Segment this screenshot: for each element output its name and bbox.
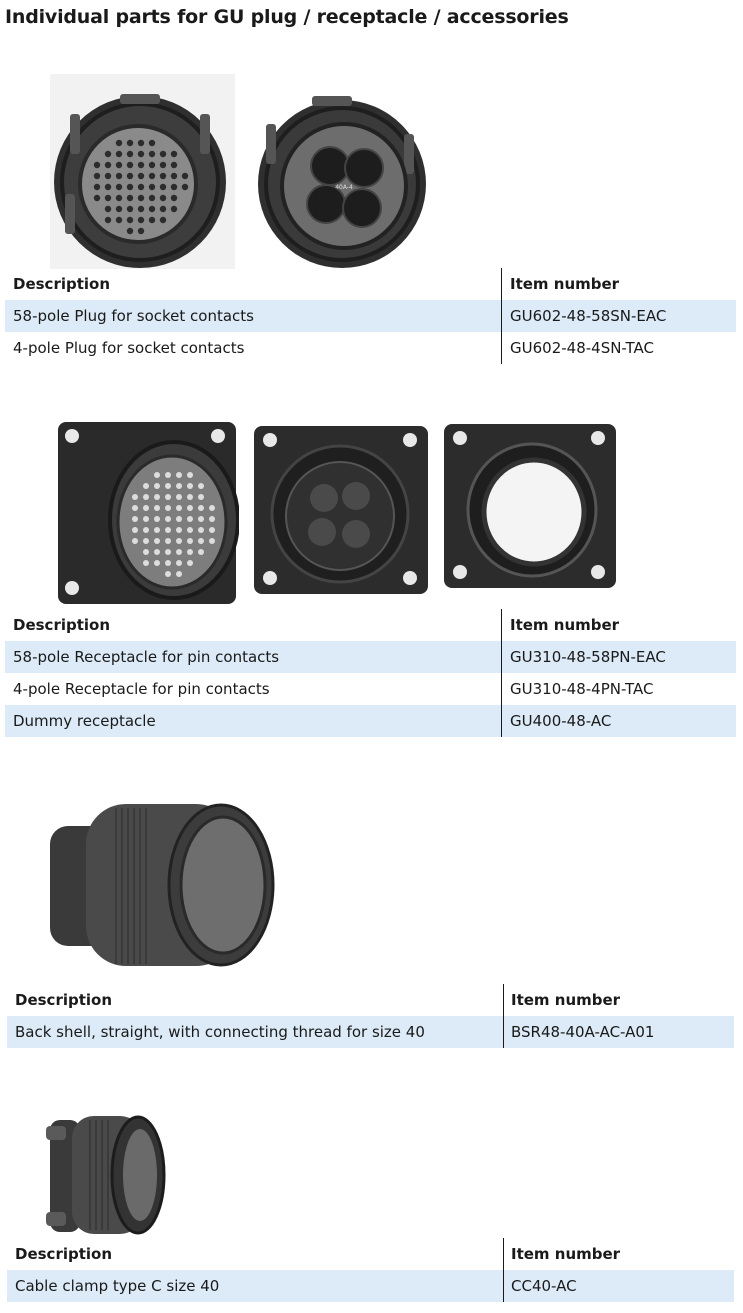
description-header: Description <box>13 616 111 634</box>
table-header-row <box>5 609 736 641</box>
contact-pin <box>198 494 204 500</box>
contact-pin <box>165 571 171 577</box>
table-row <box>5 641 736 673</box>
contact-pin <box>143 494 149 500</box>
table-row <box>7 1016 734 1048</box>
contact-pin <box>105 184 111 190</box>
back-shell-table <box>7 984 734 1048</box>
contact-pin <box>160 217 166 223</box>
contact-pin <box>132 538 138 544</box>
contact-pin <box>187 505 193 511</box>
contact-pin <box>176 472 182 478</box>
row-description: 58-pole Plug for socket contacts <box>13 307 254 325</box>
row-description: Cable clamp type C size 40 <box>15 1277 220 1295</box>
contact-pin <box>198 527 204 533</box>
contact-pin <box>94 184 100 190</box>
contact-pin <box>149 162 155 168</box>
table-header-row <box>7 1238 734 1270</box>
row-item-number: GU310-48-4PN-TAC <box>510 680 654 698</box>
contact-pin <box>165 560 171 566</box>
contact-pin <box>154 560 160 566</box>
contact-pin <box>127 184 133 190</box>
contact-pin <box>116 151 122 157</box>
contact-pin <box>143 560 149 566</box>
row-description: 58-pole Receptacle for pin contacts <box>13 648 280 666</box>
contact-pin <box>138 195 144 201</box>
table-row <box>5 673 736 705</box>
contact-pin <box>171 206 177 212</box>
contact-pin <box>143 538 149 544</box>
contact-pin <box>160 151 166 157</box>
contact-pin <box>165 505 171 511</box>
contact-pin <box>171 162 177 168</box>
item-number-header: Item number <box>510 275 620 293</box>
row-item-number: CC40-AC <box>511 1277 577 1295</box>
contact-pin <box>198 483 204 489</box>
contact-pin <box>116 184 122 190</box>
column-divider <box>503 1238 504 1302</box>
contact-pin <box>143 516 149 522</box>
contact-pin <box>176 505 182 511</box>
contact-pin <box>176 494 182 500</box>
contact-pin <box>105 151 111 157</box>
contact-pin <box>187 538 193 544</box>
contact-pin <box>94 162 100 168</box>
contact-pin <box>127 151 133 157</box>
contact-pin <box>105 173 111 179</box>
contact-pin <box>127 195 133 201</box>
contact-pin <box>165 516 171 522</box>
contact-pin <box>143 505 149 511</box>
contact-pin <box>187 560 193 566</box>
contact-pin <box>132 494 138 500</box>
receptacle-parts-table <box>5 609 736 737</box>
contact-pin <box>149 140 155 146</box>
contact-pin <box>149 217 155 223</box>
contact-pin <box>149 195 155 201</box>
contact-pin <box>143 549 149 555</box>
contact-pin <box>149 184 155 190</box>
contact-pin <box>132 516 138 522</box>
row-description: Back shell, straight, with connecting thread for size 40 <box>15 1023 425 1041</box>
contact-pin <box>187 494 193 500</box>
contact-pin <box>198 538 204 544</box>
contact-pin <box>198 516 204 522</box>
contact-pin <box>198 549 204 555</box>
contact-pin <box>176 538 182 544</box>
cable-clamp-table <box>7 1238 734 1302</box>
table-row <box>7 1270 734 1302</box>
contact-pin <box>209 505 215 511</box>
row-item-number: GU602-48-4SN-TAC <box>510 339 654 357</box>
cable-clamp-photo <box>46 1112 168 1238</box>
row-description: 4-pole Plug for socket contacts <box>13 339 245 357</box>
contact-pin <box>160 195 166 201</box>
contact-pin <box>187 527 193 533</box>
contact-pin <box>154 516 160 522</box>
contact-pin <box>138 206 144 212</box>
contact-pin <box>94 195 100 201</box>
contact-pin <box>154 527 160 533</box>
contact-pin <box>160 184 166 190</box>
row-item-number: GU602-48-58SN-EAC <box>510 307 667 325</box>
contact-pin <box>165 483 171 489</box>
contact-pin <box>116 195 122 201</box>
contact-pin <box>149 206 155 212</box>
plug-parts-table <box>5 268 736 364</box>
table-row <box>5 705 736 737</box>
contact-pin <box>154 549 160 555</box>
contact-pin <box>138 184 144 190</box>
plug-58-pole-photo <box>50 74 235 269</box>
contact-pin <box>127 206 133 212</box>
contact-pin <box>160 162 166 168</box>
contact-pin <box>132 505 138 511</box>
contact-pin <box>127 140 133 146</box>
contact-pin <box>116 162 122 168</box>
row-item-number: GU400-48-AC <box>510 712 612 730</box>
contact-pin <box>138 217 144 223</box>
contact-pin <box>165 538 171 544</box>
contact-pin <box>182 184 188 190</box>
contact-pin <box>138 151 144 157</box>
table-row <box>5 300 736 332</box>
contact-pin <box>182 173 188 179</box>
contact-pin <box>209 527 215 533</box>
column-divider <box>503 984 504 1048</box>
contact-pin <box>209 516 215 522</box>
item-number-header: Item number <box>510 616 620 634</box>
table-row <box>5 332 736 364</box>
contact-pin <box>143 527 149 533</box>
receptacle-58-pole-photo <box>54 418 239 608</box>
plug-4-pole-photo <box>252 74 432 269</box>
contact-pin <box>176 549 182 555</box>
description-header: Description <box>13 275 111 293</box>
contact-pin <box>209 538 215 544</box>
contact-pin <box>171 184 177 190</box>
contact-pin <box>176 516 182 522</box>
contact-pin <box>176 527 182 533</box>
contact-pin <box>154 472 160 478</box>
insert-label: 40A-4 <box>335 184 353 191</box>
column-divider <box>501 268 502 364</box>
contact-pin <box>154 505 160 511</box>
contact-pin <box>149 173 155 179</box>
item-number-header: Item number <box>511 991 621 1009</box>
contact-pin <box>187 549 193 555</box>
contact-pin <box>116 140 122 146</box>
contact-pin <box>160 206 166 212</box>
contact-pin <box>171 173 177 179</box>
contact-pin <box>116 206 122 212</box>
contact-pin <box>154 538 160 544</box>
table-header-row <box>5 268 736 300</box>
back-shell-photo <box>46 796 276 976</box>
contact-pin <box>127 162 133 168</box>
row-description: Dummy receptacle <box>13 712 156 730</box>
contact-pin <box>94 173 100 179</box>
contact-pin <box>143 483 149 489</box>
contact-pin <box>165 494 171 500</box>
description-header: Description <box>15 991 113 1009</box>
contact-pin <box>198 505 204 511</box>
row-item-number: BSR48-40A-AC-A01 <box>511 1023 655 1041</box>
row-description: 4-pole Receptacle for pin contacts <box>13 680 270 698</box>
receptacle-4-pole-photo <box>252 424 430 596</box>
contact-pin <box>165 549 171 555</box>
contact-pin <box>105 217 111 223</box>
contact-pin <box>165 527 171 533</box>
contact-pin <box>160 173 166 179</box>
table-header-row <box>7 984 734 1016</box>
contact-pin <box>138 173 144 179</box>
contact-pin <box>116 217 122 223</box>
contact-pin <box>176 483 182 489</box>
contact-pin <box>127 173 133 179</box>
description-header: Description <box>15 1245 113 1263</box>
contact-pin <box>132 527 138 533</box>
item-number-header: Item number <box>511 1245 621 1263</box>
dummy-receptacle-photo <box>442 422 618 590</box>
contact-pin <box>105 206 111 212</box>
contact-pin <box>171 195 177 201</box>
contact-pin <box>176 571 182 577</box>
page-title: Individual parts for GU plug / receptacle / accessories <box>5 6 569 28</box>
contact-pin <box>165 472 171 478</box>
contact-pin <box>138 228 144 234</box>
contact-pin <box>138 140 144 146</box>
contact-pin <box>105 162 111 168</box>
contact-pin <box>154 494 160 500</box>
column-divider <box>501 609 502 737</box>
contact-pin <box>149 151 155 157</box>
contact-pin <box>171 151 177 157</box>
contact-pin <box>116 173 122 179</box>
contact-pin <box>105 195 111 201</box>
contact-pin <box>187 516 193 522</box>
contact-pin <box>187 472 193 478</box>
contact-pin <box>187 483 193 489</box>
contact-pin <box>127 228 133 234</box>
contact-pin <box>154 483 160 489</box>
contact-pin <box>138 162 144 168</box>
row-item-number: GU310-48-58PN-EAC <box>510 648 666 666</box>
contact-pin <box>176 560 182 566</box>
contact-pin <box>127 217 133 223</box>
